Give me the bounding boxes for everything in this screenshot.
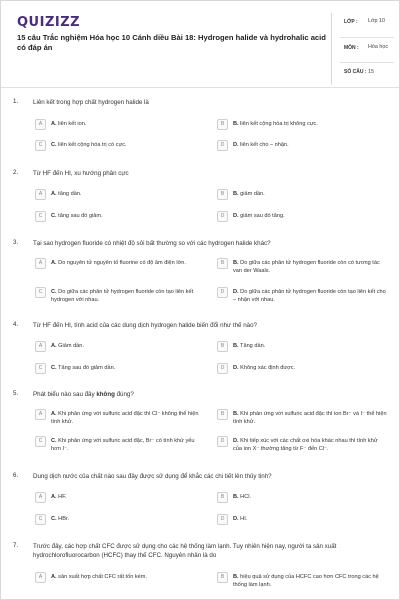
- option-box: B: [217, 189, 228, 200]
- option-text: C. Do giữa các phân tử hydrogen fluoride còn tạo liên kết hydrogen với nhau.: [51, 289, 194, 303]
- option-box: C: [35, 287, 46, 298]
- option-text: B. Khi phản ứng với sulfuric acid đặc thì ion Br⁻ và I⁻ thể hiện tính khử.: [233, 411, 387, 425]
- subject-label: MÔN :: [344, 45, 359, 51]
- count-label: SỐ CÂU :: [344, 69, 367, 75]
- option-box: A: [35, 492, 46, 503]
- worksheet-header: [13, 11, 393, 81]
- class-label: LỚP :: [344, 19, 358, 25]
- option-box: B: [217, 341, 228, 352]
- option-text: A. Khi phản ứng với sulfuric acid đặc thì Cl⁻ không thể hiện tính khử.: [51, 411, 199, 425]
- meta-divider: [340, 37, 394, 38]
- option-text: B. HCl.: [233, 494, 252, 500]
- question-text: Dung dịch nước của chất nào sau đây được sử dụng để khắc các chi tiết lên thủy tinh?: [33, 473, 272, 480]
- option-text: C. Tăng sau đó giảm dần.: [51, 365, 116, 371]
- option-box: C: [35, 514, 46, 525]
- option-box: C: [35, 211, 46, 222]
- option-text: A. Giảm dần.: [51, 343, 84, 349]
- option-box: D: [217, 514, 228, 525]
- question-number: 5.: [13, 390, 19, 397]
- option-box: D: [217, 140, 228, 151]
- question-text: Tại sao hydrogen fluoride có nhiệt độ sôi bất thường so với các hydrogen halide khác?: [33, 240, 271, 247]
- option-text: D. liên kết cho – nhận.: [233, 142, 289, 148]
- question-number: 7.: [13, 542, 19, 549]
- subject-value: Hóa học: [368, 44, 389, 50]
- option-text: D. Không xác định được.: [233, 365, 296, 371]
- header-divider: [1, 87, 400, 88]
- option-text: A. liên kết ion.: [51, 121, 87, 127]
- option-text: B. giảm dần.: [233, 191, 265, 197]
- option-text: B. hiệu quả sử dụng của HCFC cao hơn CFC trong các hệ thống làm lạnh.: [233, 574, 379, 588]
- option-text: D. Khi tiếp xúc với các chất oxi hóa khác nhau thì tính khử của ion X⁻ thường tăng từ F⁻ đến Cl⁻.: [233, 438, 378, 452]
- option-box: B: [217, 258, 228, 269]
- option-box: A: [35, 119, 46, 130]
- question-number: 4.: [13, 321, 19, 328]
- option-text: C. HBr.: [51, 516, 70, 522]
- page-title: 15 câu Trắc nghiệm Hóa học 10 Cánh diều Bài 18: Hydrogen halide và hydrohalic acid có đáp án: [17, 33, 326, 52]
- option-text: C. liên kết cộng hóa trị có cực.: [51, 142, 127, 148]
- option-text: D. giảm sau đó tăng.: [233, 213, 285, 219]
- option-box: A: [35, 258, 46, 269]
- option-box: A: [35, 189, 46, 200]
- option-box: D: [217, 287, 228, 298]
- option-box: D: [217, 363, 228, 374]
- option-box: C: [35, 436, 46, 447]
- option-box: A: [35, 341, 46, 352]
- question-text: Từ HF đến HI, xu hướng phân cực: [33, 170, 129, 177]
- count-value: 15: [368, 69, 374, 75]
- question-number: 3.: [13, 239, 19, 246]
- option-text: B. Tăng dần.: [233, 343, 266, 349]
- option-text: D. HI.: [233, 516, 248, 522]
- option-text: A. Do nguyên tử nguyên tố fluorine có độ âm điện lớn.: [51, 260, 186, 266]
- option-text: C. tăng sau đó giảm.: [51, 213, 103, 219]
- question-text: Liên kết trong hợp chất hydrogen halide là: [33, 99, 149, 106]
- question-number: 1.: [13, 98, 19, 105]
- option-text: A. sản xuất hợp chất CFC rất tốn kém.: [51, 574, 148, 580]
- question-number: 2.: [13, 169, 19, 176]
- option-text: A. HF.: [51, 494, 67, 500]
- option-box: A: [35, 409, 46, 420]
- class-value: Lớp 10: [368, 18, 386, 24]
- option-text: C. Khi phản ứng với sulfuric acid đặc, Br⁻ có tính khử yếu hơn I⁻.: [51, 438, 195, 452]
- option-box: C: [35, 140, 46, 151]
- option-box: B: [217, 492, 228, 503]
- question-text: Phát biểu nào sau đây không đúng?: [33, 391, 134, 398]
- option-text: B. Do giữa các phân tử hydrogen fluoride còn có tương tác van der Waals.: [233, 260, 380, 274]
- quizizz-logo: QUIZIZZ: [17, 15, 81, 30]
- question-number: 6.: [13, 472, 19, 479]
- option-box: B: [217, 409, 228, 420]
- meta-panel: [331, 13, 393, 85]
- option-text: D. Do giữa các phân tử hydrogen fluoride còn tạo liên kết cho – nhận với nhau.: [233, 289, 386, 303]
- option-box: D: [217, 436, 228, 447]
- meta-divider: [340, 62, 394, 63]
- option-box: C: [35, 363, 46, 374]
- question-text: Từ HF đến HI, tính acid của các dung dịch hydrogen halide biến đổi như thế nào?: [33, 322, 257, 329]
- option-box: A: [35, 572, 46, 583]
- question-text: Trước đây, các hợp chất CFC được sử dụng cho các hệ thống làm lạnh. Tuy nhiên hiện nay, người ta sản xuất hydrochlorofluorocarbon (HCFC) thay thế CFC. Nguyên nhân là do: [33, 543, 337, 559]
- option-box: B: [217, 572, 228, 583]
- option-box: D: [217, 211, 228, 222]
- option-box: B: [217, 119, 228, 130]
- option-text: A. tăng dần.: [51, 191, 82, 197]
- option-text: B. liên kết cộng hóa trị không cực.: [233, 121, 318, 127]
